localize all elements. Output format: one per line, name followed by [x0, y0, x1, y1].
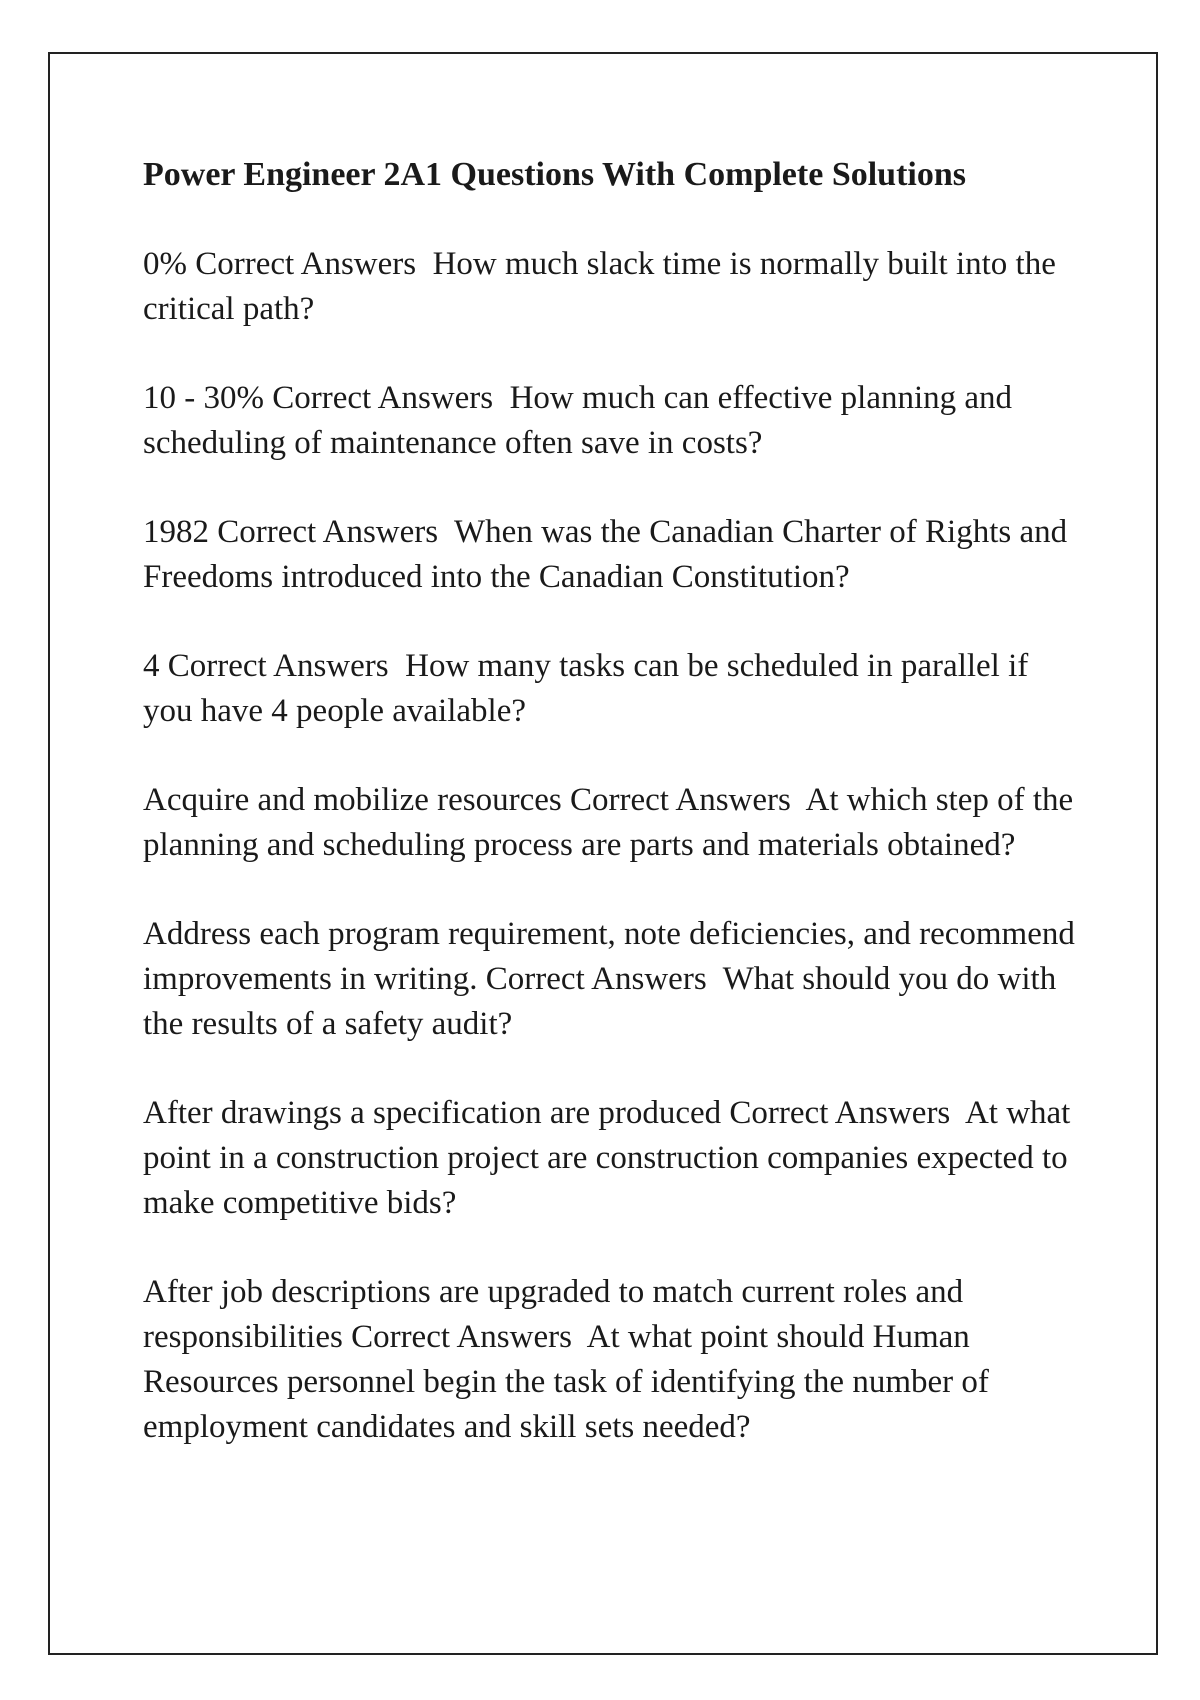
qa-item: After drawings a specification are produced Correct Answers At what point in a construction project are construction companies expected to make competitive bids?	[143, 1095, 1079, 1221]
qa-item: After job descriptions are upgraded to match current roles and responsibilities Correct Answers At what point should Human Resources personnel begin the task of identifying the number of employment candidates and skill sets needed?	[143, 1274, 998, 1445]
qa-item: 0% Correct Answers How much slack time is normally built into the critical path?	[143, 246, 1065, 327]
qa-item: Acquire and mobilize resources Correct Answers At which step of the planning and scheduling process are parts and materials obtained?	[143, 782, 1082, 863]
qa-item: 1982 Correct Answers When was the Canadian Charter of Rights and Freedoms introduced into the Canadian Constitution?	[143, 514, 1076, 595]
document-title: Power Engineer 2A1 Questions With Complete Solutions	[143, 156, 966, 193]
qa-item: 4 Correct Answers How many tasks can be scheduled in parallel if you have 4 people available?	[143, 648, 1037, 729]
qa-list	[143, 242, 1083, 1450]
qa-item: Address each program requirement, note deficiencies, and recommend improvements in writing. Correct Answers What should you do with the results of a safety audit?	[143, 916, 1084, 1042]
document-content	[143, 152, 1083, 1494]
qa-item: 10 - 30% Correct Answers How much can effective planning and scheduling of maintenance often save in costs?	[143, 380, 1021, 461]
